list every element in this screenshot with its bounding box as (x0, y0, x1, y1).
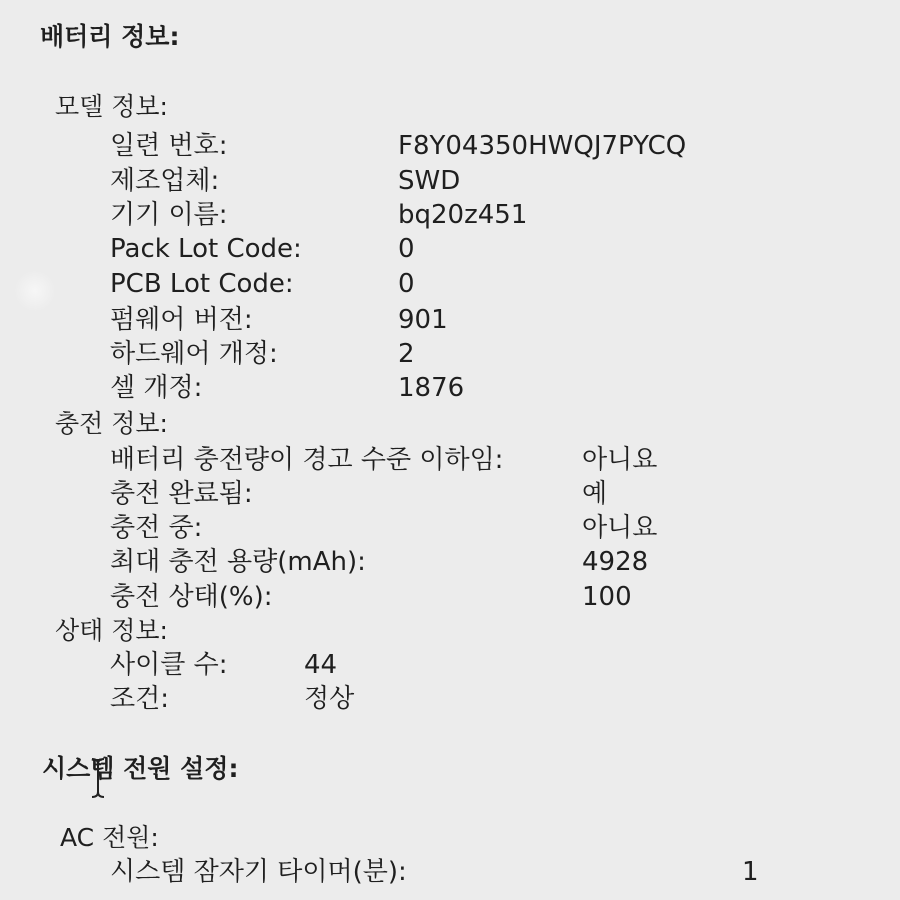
system-sleep-timer-label: 시스템 잠자기 타이머(분): (110, 857, 407, 887)
manufacturer-label: 제조업체: (110, 166, 220, 196)
power-settings-title: 시스템 전원 설정: (42, 754, 239, 783)
state-of-charge-label: 충전 상태(%): (110, 582, 273, 612)
hardware-revision-label: 하드웨어 개정: (110, 339, 278, 369)
pack-lot-code-value: 0 (398, 234, 415, 264)
condition-label: 조건: (110, 684, 169, 714)
charge-info-header: 충전 정보: (55, 409, 168, 438)
ac-power-header: AC 전원: (60, 823, 159, 852)
pack-lot-code-label: Pack Lot Code: (110, 234, 302, 264)
screen-glare (14, 270, 56, 312)
max-capacity-label: 최대 충전 용량(mAh): (110, 547, 366, 577)
charge-low-warning-label: 배터리 충전량이 경고 수준 이하임: (110, 445, 504, 475)
cycle-count-label: 사이클 수: (110, 650, 228, 680)
condition-value: 정상 (304, 684, 355, 714)
serial-number-label: 일련 번호: (110, 131, 228, 161)
text-cursor-icon (88, 756, 108, 800)
device-name-value: bq20z451 (398, 200, 528, 230)
battery-info-title: 배터리 정보: (40, 22, 180, 51)
firmware-version-value: 901 (398, 305, 448, 335)
serial-number-value: F8Y04350HWQJ7PYCQ (398, 131, 687, 161)
fully-charged-value: 예 (582, 479, 608, 509)
cell-revision-label: 셀 개정: (110, 373, 203, 403)
state-of-charge-value: 100 (582, 582, 632, 612)
charging-value: 아니요 (582, 513, 658, 543)
max-capacity-value: 4928 (582, 547, 649, 577)
health-info-header: 상태 정보: (55, 616, 168, 645)
pcb-lot-code-value: 0 (398, 269, 415, 299)
device-name-label: 기기 이름: (110, 200, 228, 230)
cell-revision-value: 1876 (398, 373, 465, 403)
fully-charged-label: 충전 완료됨: (110, 479, 253, 509)
firmware-version-label: 펌웨어 버전: (110, 305, 253, 335)
manufacturer-value: SWD (398, 166, 461, 196)
charging-label: 충전 중: (110, 513, 203, 543)
hardware-revision-value: 2 (398, 339, 415, 369)
model-info-header: 모델 정보: (55, 92, 168, 121)
system-sleep-timer-value: 1 (742, 857, 759, 887)
charge-low-warning-value: 아니요 (582, 445, 658, 475)
cycle-count-value: 44 (304, 650, 338, 680)
pcb-lot-code-label: PCB Lot Code: (110, 269, 294, 299)
